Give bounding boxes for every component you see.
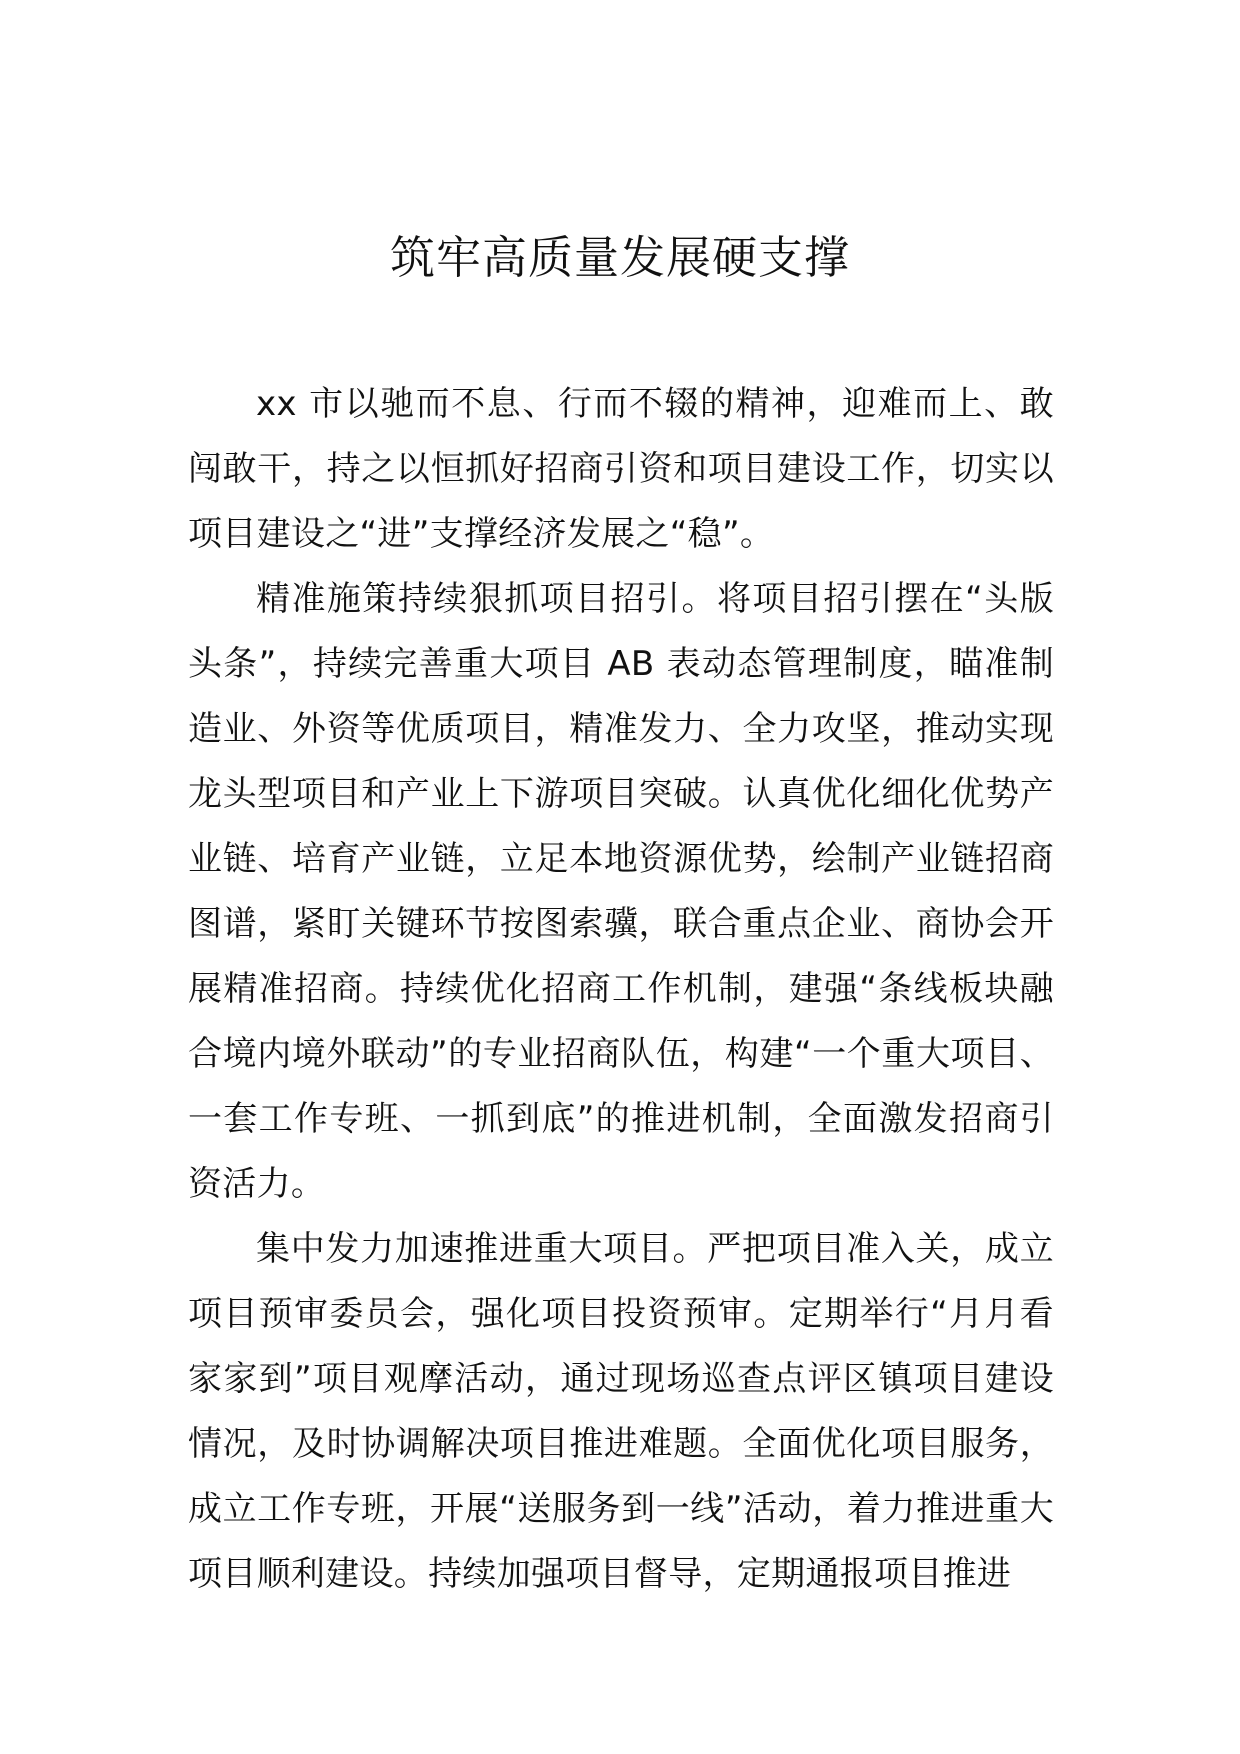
paragraph-major-projects: 集中发力加速推进重大项目。严把项目准入关，成立项目预审委员会，强化项目投资预审。定期举行“月月看家家到”项目观摩活动，通过现场巡查点评区镇项目建设情况，及时协调解决项目推进难题。全面优化项目服务，成立工作专班，开展“送服务到一线”活动，着力推进重大项目顺利建设。持续加强项目督导，定期通报项目推进: [188, 1229, 1054, 1594]
document-title: 筑牢高质量发展硬支撑: [389, 231, 850, 284]
paragraph-project-attraction: 精准施策持续狠抓项目招引。将项目招引摆在“头版头条”，持续完善重大项目 AB 表动态管理制度，瞄准制造业、外资等优质项目，精准发力、全力攻坚，推动实现龙头型项目和产业上下游项目突破。认真优化细化优势产业链、培育产业链，立足本地资源优势，绘制产业链招商图谱，紧盯关键环节按图索骥，联合重点企业、商协会开展精准招商。持续优化招商工作机制，建强“条线板块融合境内境外联动”的专业招商队伍，构建“一个重大项目、一套工作专班、一抓到底”的推进机制，全面激发招商引资活力。: [188, 579, 1054, 1204]
document-body: [188, 372, 1054, 1607]
paragraph-intro: xx 市以驰而不息、行而不辍的精神，迎难而上、敢闯敢干，持之以恒抓好招商引资和项目建设工作，切实以项目建设之“进”支撑经济发展之“稳”。: [188, 384, 1054, 554]
